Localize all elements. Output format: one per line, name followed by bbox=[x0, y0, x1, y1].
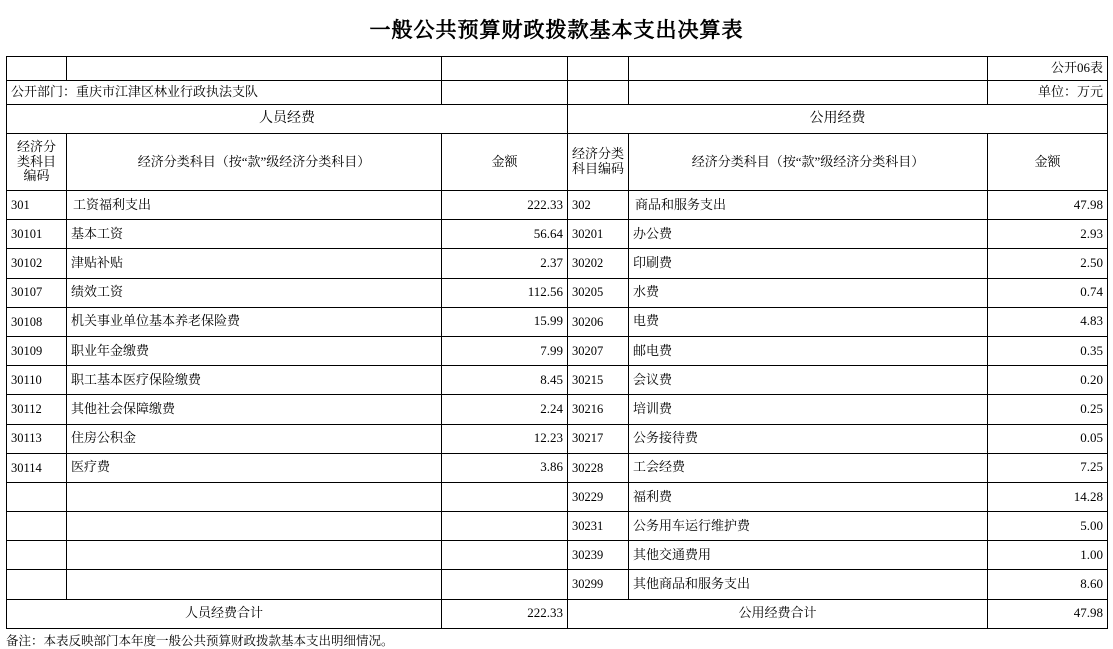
table-row bbox=[7, 512, 1108, 541]
public-code: 30205 bbox=[568, 278, 629, 307]
personnel-code: 30112 bbox=[7, 395, 67, 424]
table-row bbox=[7, 395, 1108, 424]
public-code: 30202 bbox=[568, 249, 629, 278]
personnel-code: 301 bbox=[7, 191, 67, 220]
personnel-amount bbox=[442, 512, 568, 541]
meta-blank-3 bbox=[442, 57, 568, 81]
header-amount-public: 金额 bbox=[988, 134, 1108, 191]
personnel-amount: 2.24 bbox=[442, 395, 568, 424]
table-body bbox=[7, 191, 1108, 600]
meta-blank-2 bbox=[67, 57, 442, 81]
table-row bbox=[7, 249, 1108, 278]
public-amount: 47.98 bbox=[988, 191, 1108, 220]
public-code: 30299 bbox=[568, 570, 629, 599]
personnel-subject: 医疗费 bbox=[67, 453, 442, 482]
personnel-code: 30114 bbox=[7, 453, 67, 482]
meta-blank-8 bbox=[629, 81, 988, 105]
table-row bbox=[7, 570, 1108, 599]
personnel-amount: 222.33 bbox=[442, 191, 568, 220]
page-title: 一般公共预算财政拨款基本支出决算表 bbox=[369, 19, 744, 42]
totals-row bbox=[7, 599, 1108, 628]
sheet-label: 公开06表 bbox=[988, 57, 1108, 81]
personnel-subject: 绩效工资 bbox=[67, 278, 442, 307]
public-code: 30215 bbox=[568, 366, 629, 395]
meta-blank-4 bbox=[568, 57, 629, 81]
personnel-code: 30109 bbox=[7, 336, 67, 365]
footnote: 备注：本表反映部门本年度一般公共预算财政拨款基本支出明细情况。 bbox=[6, 633, 394, 648]
public-subject: 商品和服务支出 bbox=[629, 191, 988, 220]
unit-label: 单位：万元 bbox=[988, 81, 1108, 105]
personnel-code bbox=[7, 482, 67, 511]
header-subject-personnel: 经济分类科目（按“款”级经济分类科目） bbox=[67, 134, 442, 191]
public-amount: 0.35 bbox=[988, 336, 1108, 365]
public-subject: 电费 bbox=[629, 307, 988, 336]
personnel-code: 30110 bbox=[7, 366, 67, 395]
personnel-subject: 其他社会保障缴费 bbox=[67, 395, 442, 424]
personnel-subject bbox=[67, 512, 442, 541]
table-row bbox=[7, 278, 1108, 307]
public-subject: 公务接待费 bbox=[629, 424, 988, 453]
public-subject: 邮电费 bbox=[629, 336, 988, 365]
table-row bbox=[7, 424, 1108, 453]
public-amount: 8.60 bbox=[988, 570, 1108, 599]
personnel-code bbox=[7, 512, 67, 541]
personnel-subject: 津贴补贴 bbox=[67, 249, 442, 278]
personnel-subject bbox=[67, 482, 442, 511]
personnel-subject bbox=[67, 570, 442, 599]
personnel-code: 30102 bbox=[7, 249, 67, 278]
personnel-amount bbox=[442, 482, 568, 511]
public-amount: 7.25 bbox=[988, 453, 1108, 482]
table-row bbox=[7, 220, 1108, 249]
personnel-code: 30107 bbox=[7, 278, 67, 307]
public-code: 30216 bbox=[568, 395, 629, 424]
public-amount: 0.20 bbox=[988, 366, 1108, 395]
table-row bbox=[7, 482, 1108, 511]
personnel-amount: 56.64 bbox=[442, 220, 568, 249]
personnel-amount: 7.99 bbox=[442, 336, 568, 365]
public-code: 30229 bbox=[568, 482, 629, 511]
meta-blank-5 bbox=[629, 57, 988, 81]
department-label: 公开部门： bbox=[11, 84, 77, 100]
public-subject: 培训费 bbox=[629, 395, 988, 424]
personnel-code: 30113 bbox=[7, 424, 67, 453]
public-subject: 水费 bbox=[629, 278, 988, 307]
public-code: 30228 bbox=[568, 453, 629, 482]
table-row bbox=[7, 453, 1108, 482]
personnel-total-label: 人员经费合计 bbox=[7, 599, 442, 628]
header-amount-personnel: 金额 bbox=[442, 134, 568, 191]
public-subject: 其他交通费用 bbox=[629, 541, 988, 570]
personnel-amount bbox=[442, 541, 568, 570]
group-header-public: 公用经费 bbox=[568, 105, 1108, 134]
personnel-amount: 15.99 bbox=[442, 307, 568, 336]
header-code-public: 经济分类科目编码 bbox=[568, 134, 629, 191]
public-code: 30231 bbox=[568, 512, 629, 541]
personnel-code bbox=[7, 541, 67, 570]
public-amount: 2.50 bbox=[988, 249, 1108, 278]
public-amount: 4.83 bbox=[988, 307, 1108, 336]
header-subject-public: 经济分类科目（按“款”级经济分类科目） bbox=[629, 134, 988, 191]
meta-blank-1 bbox=[7, 57, 67, 81]
personnel-amount: 2.37 bbox=[442, 249, 568, 278]
public-subject: 办公费 bbox=[629, 220, 988, 249]
table-row bbox=[7, 191, 1108, 220]
personnel-subject: 机关事业单位基本养老保险费 bbox=[67, 307, 442, 336]
personnel-subject: 职业年金缴费 bbox=[67, 336, 442, 365]
public-amount: 1.00 bbox=[988, 541, 1108, 570]
public-amount: 0.74 bbox=[988, 278, 1108, 307]
personnel-amount: 112.56 bbox=[442, 278, 568, 307]
personnel-amount: 8.45 bbox=[442, 366, 568, 395]
public-subject: 公务用车运行维护费 bbox=[629, 512, 988, 541]
public-amount: 2.93 bbox=[988, 220, 1108, 249]
personnel-code: 30108 bbox=[7, 307, 67, 336]
public-total-label: 公用经费合计 bbox=[568, 599, 988, 628]
meta-blank-6 bbox=[442, 81, 568, 105]
personnel-amount bbox=[442, 570, 568, 599]
table-row bbox=[7, 336, 1108, 365]
group-header-row bbox=[7, 105, 1108, 134]
public-code: 30201 bbox=[568, 220, 629, 249]
group-header-personnel: 人员经费 bbox=[7, 105, 568, 134]
personnel-code bbox=[7, 570, 67, 599]
meta-blank-7 bbox=[568, 81, 629, 105]
public-code: 30207 bbox=[568, 336, 629, 365]
department-name: 重庆市江津区林业行政执法支队 bbox=[76, 84, 259, 100]
public-subject: 福利费 bbox=[629, 482, 988, 511]
public-subject: 其他商品和服务支出 bbox=[629, 570, 988, 599]
personnel-subject: 住房公积金 bbox=[67, 424, 442, 453]
public-amount: 5.00 bbox=[988, 512, 1108, 541]
header-code-personnel: 经济分类科目编码 bbox=[7, 134, 67, 191]
public-subject: 会议费 bbox=[629, 366, 988, 395]
table-row bbox=[7, 366, 1108, 395]
table-row bbox=[7, 541, 1108, 570]
meta-row-sheet bbox=[7, 57, 1108, 81]
personnel-amount: 12.23 bbox=[442, 424, 568, 453]
personnel-code: 30101 bbox=[7, 220, 67, 249]
personnel-amount: 3.86 bbox=[442, 453, 568, 482]
personnel-total-amount: 222.33 bbox=[442, 599, 568, 628]
public-amount: 14.28 bbox=[988, 482, 1108, 511]
public-subject: 印刷费 bbox=[629, 249, 988, 278]
public-code: 302 bbox=[568, 191, 629, 220]
public-amount: 0.25 bbox=[988, 395, 1108, 424]
table-row bbox=[7, 307, 1108, 336]
personnel-subject bbox=[67, 541, 442, 570]
public-code: 30206 bbox=[568, 307, 629, 336]
public-code: 30239 bbox=[568, 541, 629, 570]
meta-row-department bbox=[7, 81, 1108, 105]
personnel-subject: 基本工资 bbox=[67, 220, 442, 249]
personnel-subject: 工资福利支出 bbox=[67, 191, 442, 220]
public-subject: 工会经费 bbox=[629, 453, 988, 482]
public-amount: 0.05 bbox=[988, 424, 1108, 453]
personnel-subject: 职工基本医疗保险缴费 bbox=[67, 366, 442, 395]
public-code: 30217 bbox=[568, 424, 629, 453]
department-line bbox=[7, 81, 442, 105]
column-header-row bbox=[7, 134, 1108, 191]
public-total-amount: 47.98 bbox=[988, 599, 1108, 628]
budget-table bbox=[6, 56, 1108, 629]
